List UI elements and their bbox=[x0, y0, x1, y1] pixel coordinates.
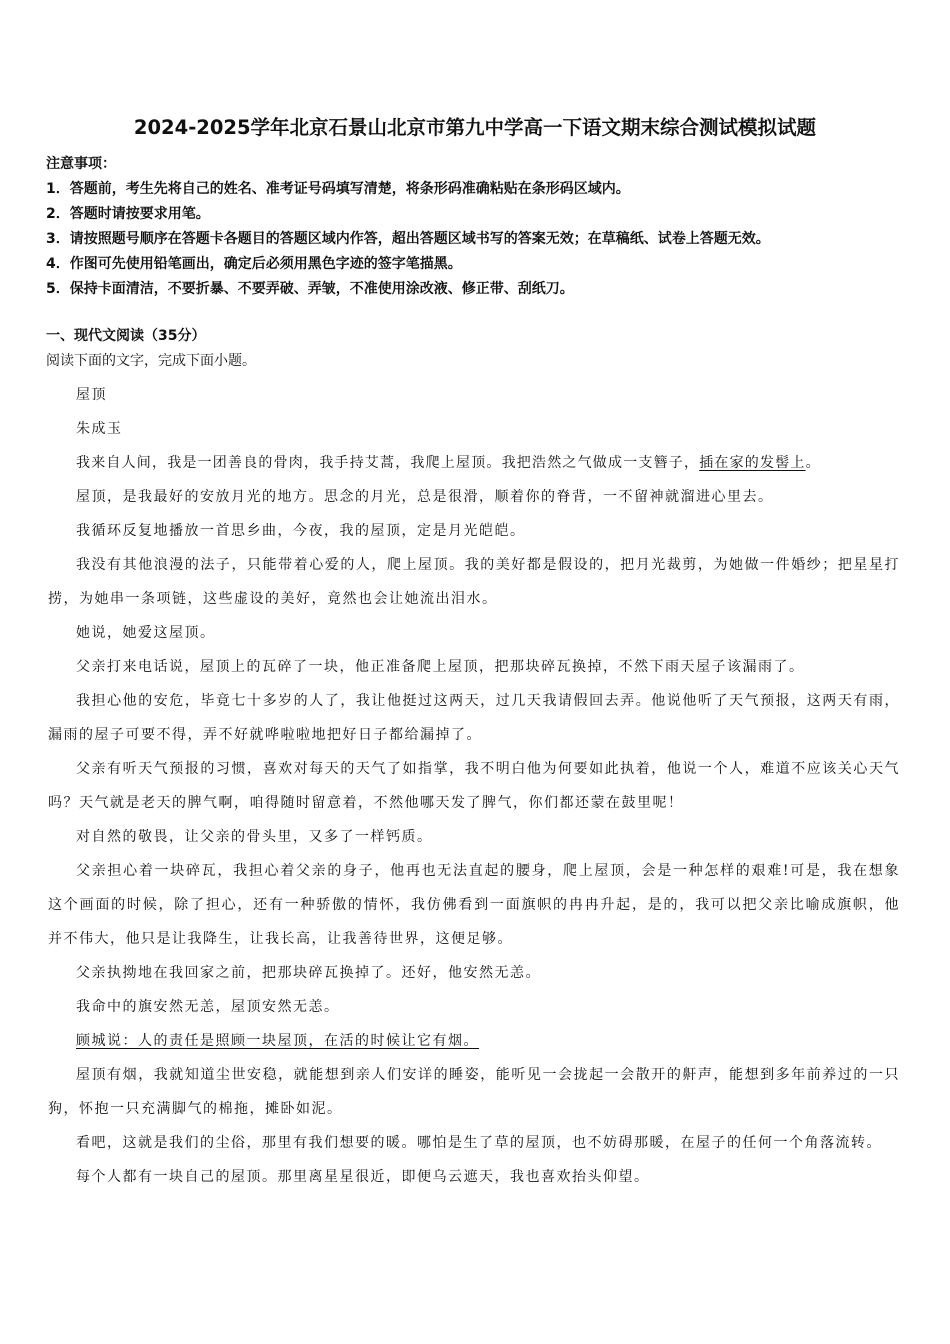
underlined-phrase: 插在家的发髻上 bbox=[699, 455, 806, 471]
article-paragraph: 父亲担心着一块碎瓦，我担心着父亲的身子，他再也无法直起的腰身，爬上屋顶，会是一种怎样的艰难!可是，我在想象这个画面的时候，除了担心，还有一种骄傲的情怀，我仿佛看到一面旗帜的冉冉升起，是的，我可以把父亲比喻成旗帜，他并不伟大，他只是让我降生，让我长高，让我善待世界，这便足够。 bbox=[48, 863, 900, 947]
paragraph-end: 。 bbox=[805, 455, 821, 471]
article-paragraph: 父亲执拗地在我回家之前，把那块碎瓦换掉了。还好，他安然无恙。 bbox=[76, 965, 541, 981]
notice-item: 1．答题前，考生先将自己的姓名、准考证号码填写清楚，将条形码准确粘贴在条形码区域内。 bbox=[46, 181, 630, 197]
article-paragraph: 我循环反复地播放一首思乡曲，今夜，我的屋顶，定是月光皑皑。 bbox=[76, 523, 526, 539]
exam-title: 2024-2025学年北京石景山北京市第九中学高一下语文期末综合测试模拟试题 bbox=[133, 116, 817, 139]
article-paragraph: 屋顶，是我最好的安放月光的地方。思念的月光，总是很滑，顺着你的脊背，一不留神就溜进心里去。 bbox=[76, 489, 774, 505]
notice-section bbox=[46, 152, 916, 302]
article-quote: 顾城说：人的责任是照顾一块屋顶，在活的时候让它有烟。 bbox=[76, 1033, 479, 1049]
article-paragraph: 屋顶有烟，我就知道尘世安稳，就能想到亲人们安详的睡姿，能听见一会拢起一会散开的鼾声，能想到多年前养过的一只狗，怀抱一只充满脚气的棉拖，摊卧如泥。 bbox=[48, 1067, 900, 1117]
article-paragraph: 父亲有听天气预报的习惯，喜欢对每天的天气了如指掌，我不明白他为何要如此执着，他说一个人，难道不应该关心天气吗？天气就是老天的脾气啊，咱得随时留意着，不然他哪天发了脾气，你们都还蒙在鼓里呢！ bbox=[48, 761, 900, 811]
reading-instruction: 阅读下面的文字，完成下面小题。 bbox=[46, 353, 256, 369]
notice-heading: 注意事项： bbox=[46, 156, 116, 172]
article-paragraph: 我担心他的安危，毕竟七十多岁的人了，我让他挺过这两天，过几天我请假回去弄。他说他听了天气预报，这两天有雨，漏雨的屋子可要不得，弄不好就哗啦啦地把好日子都给漏掉了。 bbox=[48, 693, 900, 743]
article-paragraph: 对自然的敬畏，让父亲的骨头里，又多了一样钙质。 bbox=[76, 829, 433, 845]
notice-item: 3．请按照题号顺序在答题卡各题目的答题区域内作答，超出答题区域书写的答案无效；在草稿纸、试卷上答题无效。 bbox=[46, 231, 770, 247]
article-paragraph: 她说，她爱这屋顶。 bbox=[76, 625, 216, 641]
article-title: 屋顶 bbox=[76, 387, 107, 403]
article-paragraph: 看吧，这就是我们的尘俗，那里有我们想要的暖。哪怕是生了草的屋顶，也不妨碍那暖，在屋子的任何一个角落流转。 bbox=[76, 1135, 882, 1151]
article-author: 朱成玉 bbox=[76, 421, 123, 437]
notice-item: 5．保持卡面清洁，不要折暴、不要弄破、弄皱，不准使用涂改液、修正带、刮纸刀。 bbox=[46, 281, 574, 297]
article-paragraph: 我命中的旗安然无恙，屋顶安然无恙。 bbox=[76, 999, 340, 1015]
section-heading: 一、现代文阅读（35分） bbox=[46, 328, 206, 344]
notice-item: 2．答题时请按要求用笔。 bbox=[46, 206, 210, 222]
article-paragraph bbox=[48, 446, 900, 480]
paragraph-text: 我来自人间，我是一团善良的骨肉，我手持艾蒿，我爬上屋顶。我把浩然之气做成一支簪子， bbox=[76, 455, 700, 471]
article-paragraph: 父亲打来电话说，屋顶上的瓦碎了一块，他正准备爬上屋顶，把那块碎瓦换掉，不然下雨天屋子该漏雨了。 bbox=[76, 659, 805, 675]
article-paragraph: 我没有其他浪漫的法子，只能带着心爱的人，爬上屋顶。我的美好都是假设的，把月光裁剪，为她做一件婚纱；把星星打捞，为她串一条项链，这些虚设的美好，竟然也会让她流出泪水。 bbox=[48, 557, 900, 607]
reading-article bbox=[48, 378, 900, 1194]
article-paragraph: 每个人都有一块自己的屋顶。那里离星星很近，即便乌云遮天，我也喜欢抬头仰望。 bbox=[76, 1169, 650, 1185]
notice-item: 4．作图可先使用铅笔画出，确定后必须用黑色字迹的签字笔描黑。 bbox=[46, 256, 462, 272]
